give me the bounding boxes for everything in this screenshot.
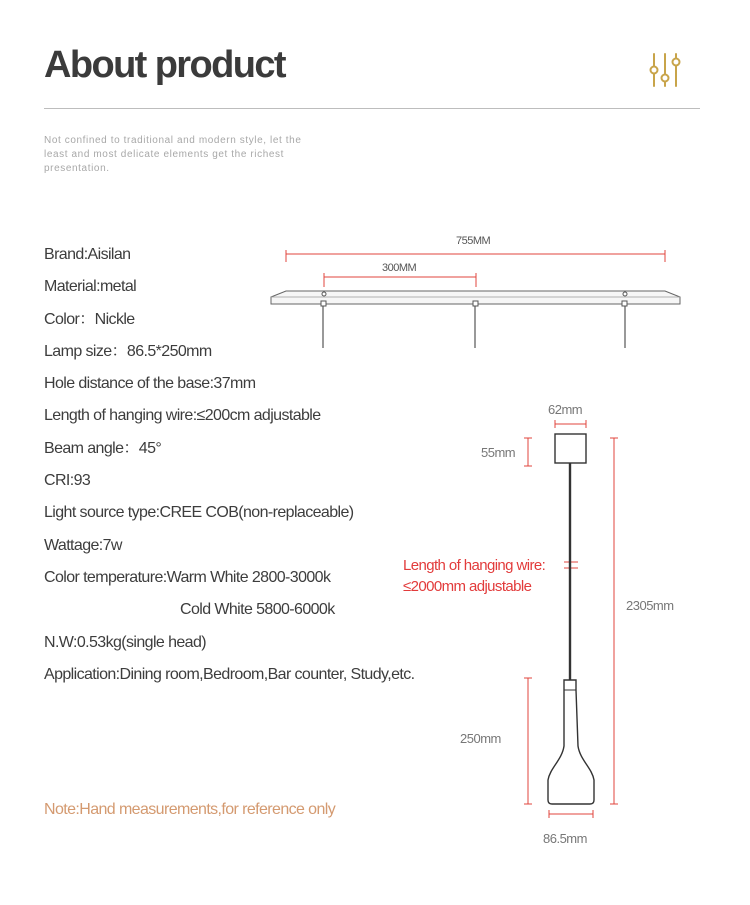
total-length-label: 2305mm bbox=[626, 598, 674, 613]
base-total-label: 755MM bbox=[456, 235, 491, 247]
spec-wattage: Wattage:7w bbox=[44, 536, 122, 554]
pendant-drawing bbox=[403, 402, 674, 846]
spec-color-temperature: Color temperature:Warm White 2800-3000k bbox=[44, 568, 331, 586]
spec-color: Color：Nickle bbox=[44, 310, 135, 328]
spec-wire-length: Length of hanging wire:≤200cm adjustable bbox=[44, 407, 321, 425]
spec-application: Application:Dining room,Bedroom,Bar counter, Study,etc. bbox=[44, 665, 415, 683]
canopy-width-label: 62mm bbox=[548, 402, 583, 417]
wire-length-label-line2: ≤2000mm adjustable bbox=[403, 578, 532, 595]
base-plate-drawing bbox=[271, 235, 680, 348]
shade-width-label: 86.5mm bbox=[543, 831, 587, 846]
spec-material: Material:metal bbox=[44, 278, 137, 296]
spec-brand: Brand:Aisilan bbox=[44, 246, 131, 263]
spec-net-weight: N.W:0.53kg(single head) bbox=[44, 633, 206, 651]
base-spacing-label: 300MM bbox=[382, 262, 417, 274]
measurement-note: Note:Hand measurements,for reference only bbox=[44, 801, 336, 818]
canopy-height-label: 55mm bbox=[481, 445, 516, 460]
spec-hole-distance: Hole distance of the base:37mm bbox=[44, 375, 256, 393]
shade-height-label: 250mm bbox=[460, 731, 501, 746]
spec-cri: CRI:93 bbox=[44, 472, 91, 490]
page-title: About product bbox=[44, 44, 285, 86]
spec-light-source: Light source type:CREE COB(non-replaceable) bbox=[44, 504, 354, 522]
wire-length-label-line1: Length of hanging wire: bbox=[403, 557, 546, 574]
spec-color-temperature-cold: Cold White 5800-6000k bbox=[180, 601, 335, 619]
intro-text: Not confined to traditional and modern style, let the least and most delicate elements get the richest presentation. bbox=[44, 135, 302, 174]
spec-beam-angle: Beam angle：45° bbox=[44, 439, 162, 457]
spec-lamp-size: Lamp size：86.5*250mm bbox=[44, 342, 212, 360]
